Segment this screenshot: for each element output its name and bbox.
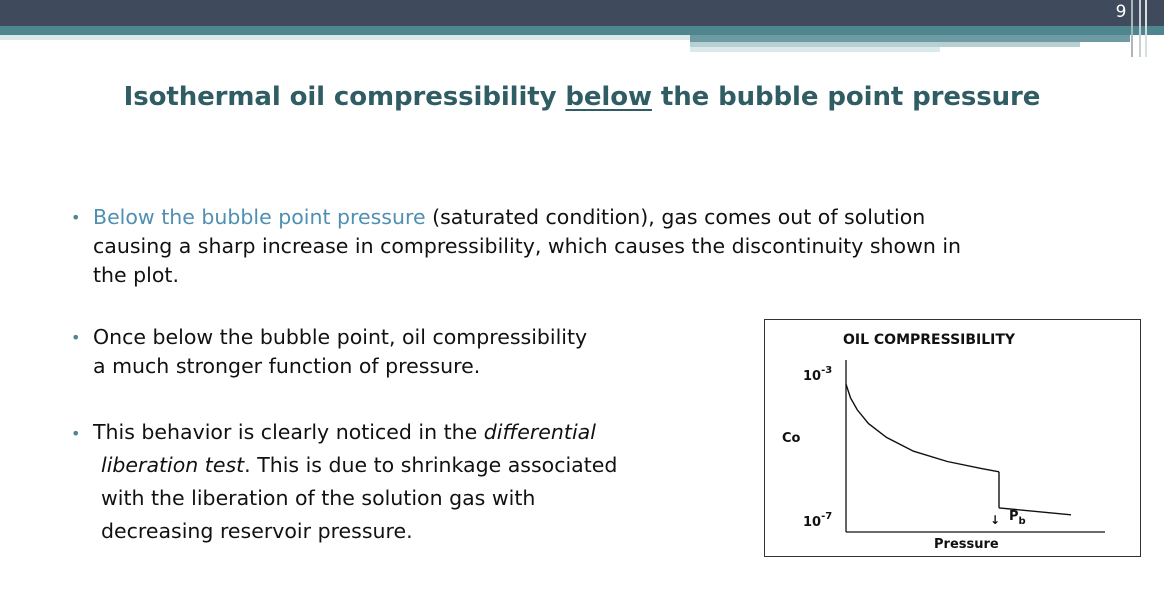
bullet-differential-liberation bbox=[71, 416, 618, 548]
title-part: Isothermal oil compressibility bbox=[123, 82, 566, 112]
bullet-text: (saturated condition), gas comes out of solution bbox=[425, 205, 926, 229]
bullet-line bbox=[93, 416, 617, 449]
bullet-saturated-condition bbox=[71, 203, 962, 290]
header-accent-band bbox=[0, 26, 1164, 35]
y-tick-bottom-exponent: -7 bbox=[821, 511, 833, 522]
header-band bbox=[0, 0, 1164, 26]
chart-series bbox=[846, 384, 1071, 515]
bullet-dot: • bbox=[71, 208, 81, 227]
title-underlined-word: below bbox=[565, 82, 652, 112]
bubble-point-arrow: ↓ bbox=[990, 513, 1001, 527]
bullet-text: with the liberation of the solution gas with bbox=[101, 486, 536, 510]
bubble-point-label-base: P bbox=[1009, 509, 1019, 524]
bubble-point-label bbox=[1009, 509, 1026, 527]
compressibility-curve-segment-1 bbox=[846, 384, 999, 472]
chart-title: OIL COMPRESSIBILITY bbox=[843, 332, 1016, 348]
highlighted-phrase: Below the bubble point pressure bbox=[93, 205, 426, 229]
y-tick-top bbox=[803, 365, 832, 384]
bullet-text: . This is due to shrinkage associated bbox=[244, 453, 618, 477]
bullet-line: causing a sharp increase in compressibility, which causes the discontinuity shown in bbox=[93, 234, 962, 258]
title-part: the bubble point pressure bbox=[651, 82, 1041, 112]
y-tick-top-exponent: -3 bbox=[821, 365, 833, 376]
slide-number: 9 bbox=[1115, 2, 1127, 22]
bullet-line: Once below the bubble point, oil compressibility bbox=[93, 325, 588, 349]
header-divider-line bbox=[1145, 0, 1147, 57]
bullet-line bbox=[93, 449, 617, 482]
header-divider-line bbox=[1139, 0, 1141, 57]
bubble-point-label-subscript: b bbox=[1018, 516, 1026, 527]
y-axis-label: Co bbox=[782, 431, 801, 446]
chart-svg bbox=[765, 320, 1142, 558]
bullet-stronger-function bbox=[71, 323, 588, 381]
bullet-text: This behavior is clearly noticed in the bbox=[93, 420, 484, 444]
y-tick-bottom bbox=[803, 511, 832, 530]
bullet-dot: • bbox=[71, 424, 81, 443]
header-step-stripe-1 bbox=[690, 35, 1130, 42]
italic-term: liberation test bbox=[101, 453, 245, 477]
slide-title bbox=[0, 82, 1164, 112]
bullet-line bbox=[93, 515, 617, 548]
header-pale-stripe bbox=[0, 35, 690, 40]
x-axis-label: Pressure bbox=[934, 537, 999, 552]
y-tick-bottom-base: 10 bbox=[803, 515, 822, 530]
bullet-line: the plot. bbox=[93, 263, 179, 287]
italic-term: differential bbox=[483, 420, 596, 444]
bullet-line bbox=[93, 203, 961, 232]
bullet-dot: • bbox=[71, 328, 81, 347]
bullet-text bbox=[93, 449, 617, 482]
bullet-line: a much stronger function of pressure. bbox=[93, 354, 481, 378]
y-tick-top-base: 10 bbox=[803, 369, 822, 384]
header-step-stripe-3 bbox=[690, 47, 940, 52]
oil-compressibility-chart bbox=[764, 319, 1141, 557]
bullet-line bbox=[93, 482, 617, 515]
bullet-text: decreasing reservoir pressure. bbox=[101, 519, 413, 543]
